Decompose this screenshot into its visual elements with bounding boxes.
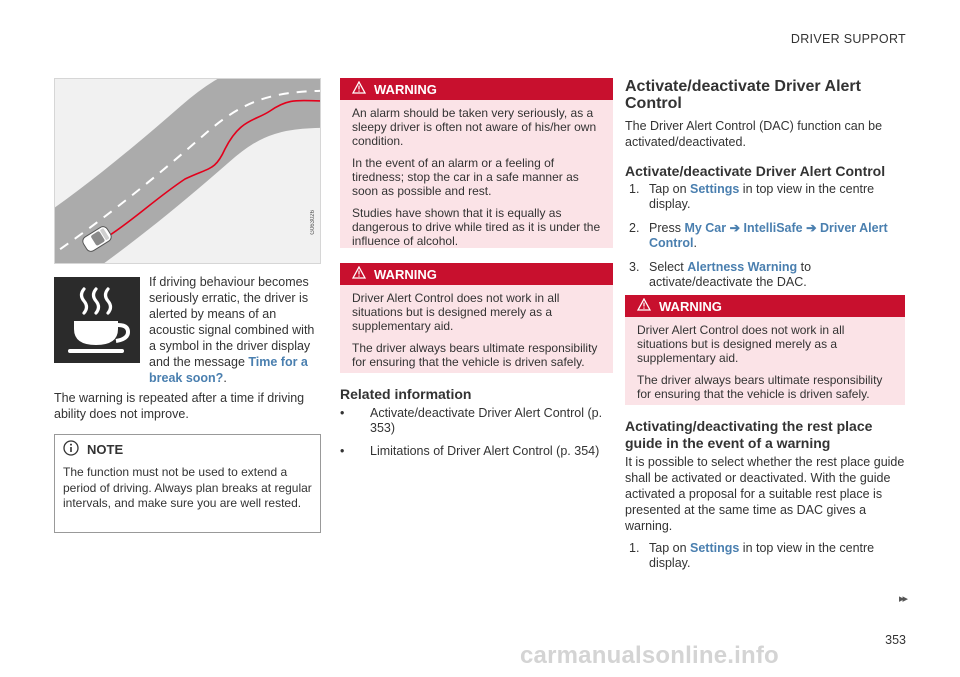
- info-icon: [63, 440, 79, 459]
- step-text: Press: [649, 221, 685, 235]
- activation-steps: [625, 182, 907, 290]
- break-message: Time for a break soon?: [149, 355, 308, 385]
- arrow-right-icon: ➔: [802, 221, 821, 235]
- step-number: 1.: [629, 182, 640, 196]
- step-text: in top view in the centre display.: [649, 541, 875, 570]
- warning-heading: [340, 78, 613, 100]
- step-text: Select: [649, 260, 688, 274]
- step-text: Tap on: [649, 182, 691, 196]
- step-number: 1.: [629, 541, 640, 555]
- warning-paragraph: Driver Alert Control does not work in all situations but is designed merely as a supplementary aid.: [637, 323, 845, 365]
- coffee-cup-icon: [54, 277, 140, 363]
- warning-heading: [625, 295, 905, 317]
- warning-triangle-icon: [352, 266, 366, 282]
- step-text: Tap on: [649, 541, 691, 555]
- rest-place-section: [625, 418, 907, 580]
- alertness-warning-link[interactable]: Alertness Warning: [687, 260, 798, 274]
- section-intro: The Driver Alert Control (DAC) function can be activated/deactivated.: [625, 119, 883, 149]
- warning-box-limitations-2: [625, 295, 905, 405]
- step-item: [625, 541, 907, 571]
- warning-heading: [340, 263, 613, 285]
- warning-title: WARNING: [659, 298, 722, 314]
- warning-body: [340, 285, 613, 377]
- step-item: [625, 260, 907, 290]
- step-text: in top view in the centre display.: [649, 182, 875, 211]
- rest-place-heading: Activating/deactivating the rest place guide in the event of a warning: [625, 418, 873, 451]
- intellisafe-link[interactable]: IntelliSafe: [743, 221, 803, 235]
- warning-body: [340, 100, 613, 256]
- rest-place-text: It is possible to select whether the rest place guide shall be activated or deactivated. With the guide activated a proposal for a suitable rest place is presented at the same time as DAC gives a warning.: [625, 455, 905, 533]
- step-text: .: [693, 236, 697, 250]
- warning-paragraph: The driver always bears ultimate responsibility for ensuring that the vehicle is driven safely.: [637, 373, 883, 401]
- warning-paragraph: The driver always bears ultimate responsibility for ensuring that the vehicle is driven safely.: [352, 341, 598, 369]
- warning-box-alarm: [340, 78, 613, 248]
- related-heading: Related information: [340, 386, 472, 402]
- step-item: [625, 182, 907, 212]
- settings-link[interactable]: Settings: [690, 541, 740, 555]
- step-number: 3.: [629, 260, 640, 274]
- warning-body: [625, 317, 905, 409]
- activation-section: [625, 78, 907, 299]
- alert-text-end: .: [223, 371, 227, 385]
- step-item: [625, 221, 907, 251]
- related-link[interactable]: • Limitations of Driver Alert Control (p. 354): [340, 444, 613, 459]
- note-heading: [63, 440, 312, 459]
- page-header: DRIVER SUPPORT: [790, 32, 906, 46]
- related-list: [340, 406, 613, 459]
- related-link[interactable]: • Activate/deactivate Driver Alert Control (p. 353): [340, 406, 613, 436]
- related-information: [340, 386, 613, 467]
- figure-id: G063026: [310, 210, 316, 235]
- erratic-driving-diagram: [55, 79, 321, 264]
- watermark: carmanualsonline.info: [520, 642, 779, 669]
- warning-paragraph: An alarm should be taken very seriously, as a sleepy driver is often not aware of his/her own condition.: [352, 106, 597, 148]
- subsection-heading: Activate/deactivate Driver Alert Control: [625, 163, 886, 179]
- warning-title: WARNING: [374, 81, 437, 97]
- next-page-icon[interactable]: ▸▸: [898, 593, 906, 605]
- step-text: to activate/deactivate the DAC.: [649, 260, 812, 289]
- page-number: 353: [885, 633, 906, 647]
- warning-triangle-icon: [637, 298, 651, 314]
- warning-box-limitations: [340, 263, 613, 373]
- alert-description: [149, 274, 319, 386]
- note-title: NOTE: [87, 442, 124, 457]
- driver-alert-control-link[interactable]: Driver Alert Control: [649, 221, 888, 250]
- rest-place-steps: [625, 541, 907, 571]
- step-number: 2.: [629, 221, 640, 235]
- warning-paragraph: In the event of an alarm or a feeling of tiredness; stop the car in a safe manner as soon as possible and rest.: [352, 156, 579, 198]
- arrow-right-icon: ➔: [726, 221, 744, 235]
- note-body: The function must not be used to extend a period of driving. Always plan breaks at regular intervals, and make sure you are well rested.: [63, 465, 312, 510]
- repeat-warning-text: The warning is repeated after a time if driving ability does not improve.: [54, 391, 305, 421]
- my-car-link[interactable]: My Car: [684, 221, 727, 235]
- warning-paragraph: Studies have shown that it is equally as dangerous to drive while tired as it is under the influence of alcohol.: [352, 206, 601, 248]
- alert-text: If driving behaviour becomes seriously erratic, the driver is alerted by means of an acoustic signal combined with a symbol in the driver display and the message: [149, 275, 315, 369]
- section-title: Activate/deactivate Driver Alert Control: [625, 78, 861, 112]
- warning-triangle-icon: [352, 81, 366, 97]
- warning-title: WARNING: [374, 266, 437, 282]
- road-illustration: [54, 78, 321, 264]
- warning-paragraph: Driver Alert Control does not work in all situations but is designed merely as a supplementary aid.: [352, 291, 560, 333]
- settings-link[interactable]: Settings: [690, 182, 740, 196]
- note-box: [54, 434, 321, 533]
